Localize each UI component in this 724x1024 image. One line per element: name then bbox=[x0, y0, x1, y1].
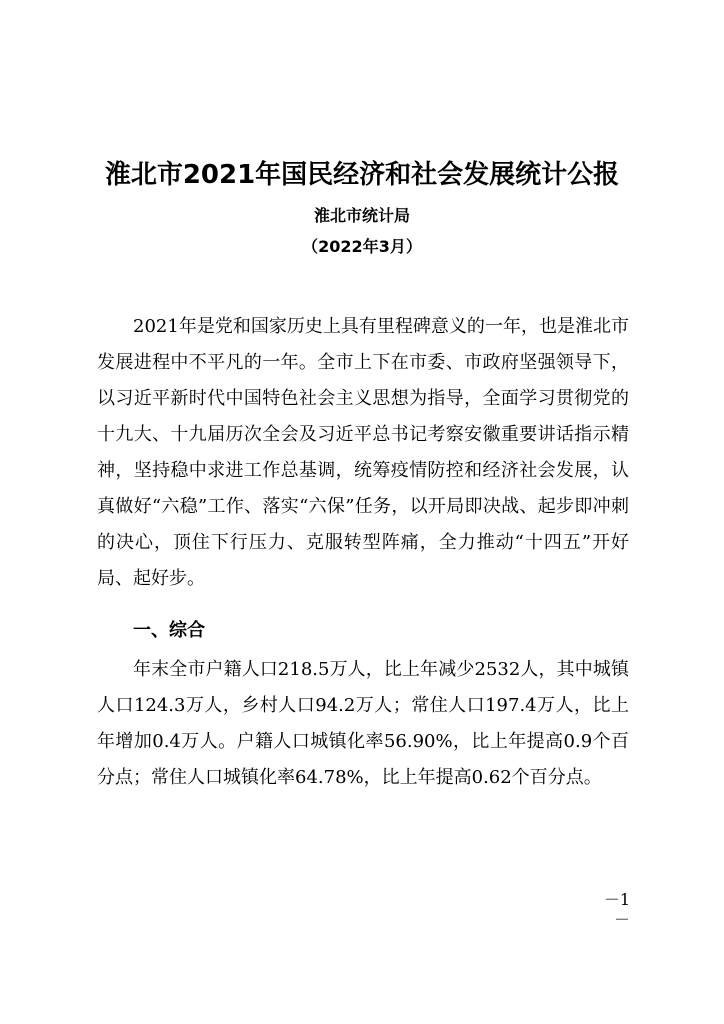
section-heading: 一、综合 bbox=[133, 620, 205, 641]
issuer-name: 淮北市统计局 bbox=[313, 206, 410, 225]
page-number: －1－ bbox=[603, 890, 630, 929]
section-paragraph: 年末全市户籍人口218.5万人，比上年减少2532人，其中城镇人口124.3万人，乡村人口94.2万人；常住人口197.4万人，比上年增加0.4万人。户籍人口城镇化率56.90%，比上年提高0.9个百分点；常住人口城镇化率64.78%，比上年提高0.62个百分点。 bbox=[97, 659, 629, 788]
document-title: 淮北市2021年国民经济和社会发展统计公报 bbox=[104, 160, 620, 190]
intro-paragraph: 2021年是党和国家历史上具有里程碑意义的一年，也是淮北市发展进程中不平凡的一年。全市上下在市委、市政府坚强领导下，以习近平新时代中国特色社会主义思想为指导，全面学习贯彻党的十九大、十九届历次全会及习近平总书记考察安徽重要讲话指示精神，坚持稳中求进工作总基调，统筹疫情防控和经济社会发展，认真做好“六稳”工作、落实“六保”任务，以开局即决战、起步即冲刺的决心，顶住下行压力、克服转型阵痛，全力推动“十四五”开好局、起好步。 bbox=[97, 316, 629, 589]
publication-date: （2022年3月） bbox=[302, 237, 422, 256]
